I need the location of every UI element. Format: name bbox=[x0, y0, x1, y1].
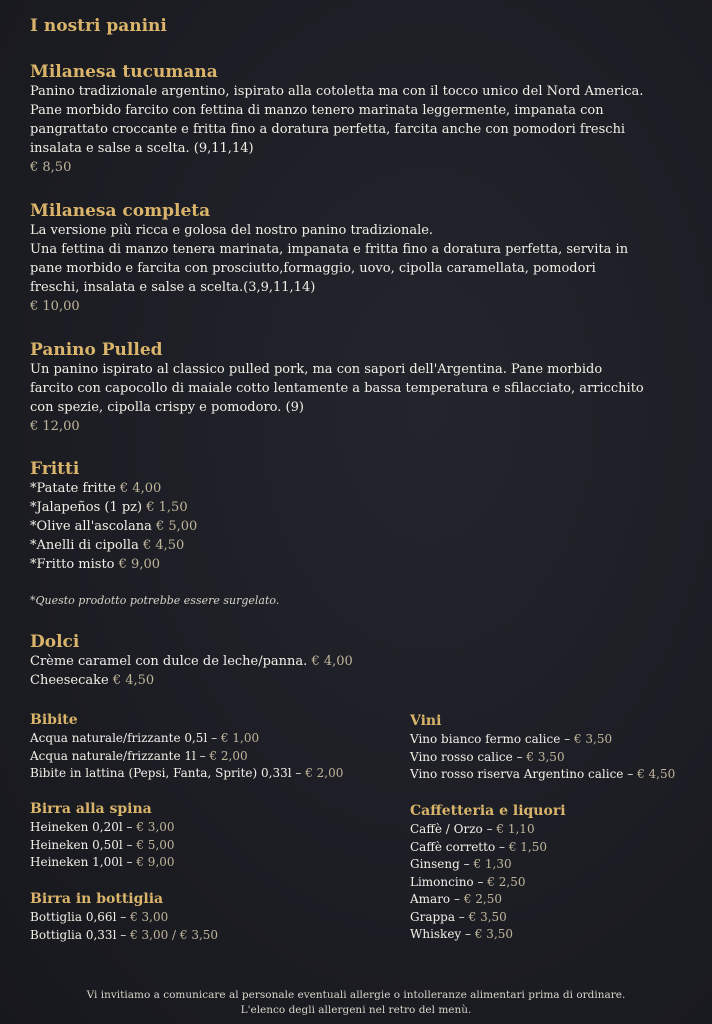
item-name: Ginseng – bbox=[410, 857, 470, 871]
dolci-section bbox=[30, 632, 695, 690]
list-item bbox=[30, 748, 343, 766]
item-name: Crème caramel con dulce de leche/panna. bbox=[30, 654, 308, 669]
item-price: € 3,00 bbox=[130, 910, 169, 924]
item-price: € 4,50 bbox=[142, 538, 185, 553]
item-price: € 3,00 bbox=[136, 820, 175, 834]
item-description-line: freschi, insalata e salse a scelta.(3,9,11,14) bbox=[30, 280, 316, 295]
list-item bbox=[410, 909, 566, 927]
list-item bbox=[30, 819, 175, 837]
item-name: Limoncino – bbox=[410, 874, 484, 889]
item-name: Vino rosso calice – bbox=[410, 749, 523, 764]
item-name: Vino rosso riserva Argentino calice – bbox=[410, 767, 634, 781]
list-item bbox=[30, 927, 218, 945]
footer-line: L'elenco degli allergeni nel retro del menù. bbox=[240, 1004, 472, 1016]
item-name: Caffè / Orzo – bbox=[410, 822, 493, 836]
item-price: € 4,50 bbox=[112, 673, 155, 688]
item-description-line: pangrattato croccante e fritta fino a doratura perfetta, farcita anche con pomodori freschi bbox=[30, 122, 626, 137]
list-item bbox=[30, 555, 695, 574]
item-price: € 1,50 bbox=[146, 500, 188, 515]
item-description-line: farcito con capocollo di maiale cotto lentamente a bassa temperatura e sfilacciato, arricchito bbox=[30, 381, 644, 396]
section-title: Vini bbox=[410, 713, 442, 729]
birra-spina-section bbox=[30, 799, 175, 872]
item-name: *Anelli di cipolla bbox=[30, 538, 139, 553]
menu-item-milanesa-completa bbox=[30, 201, 695, 316]
list-item bbox=[30, 671, 695, 690]
item-name: Whiskey – bbox=[410, 927, 472, 941]
section-title: Caffetteria e liquori bbox=[410, 803, 566, 819]
list-item bbox=[30, 837, 175, 855]
item-price: € 1,50 bbox=[508, 839, 547, 854]
list-item bbox=[30, 536, 695, 555]
item-price: € 3,50 bbox=[474, 927, 514, 941]
item-name: Cheesecake bbox=[30, 673, 109, 688]
list-item bbox=[30, 765, 343, 783]
item-name: Acqua naturale/frizzante 1l – bbox=[30, 748, 206, 763]
frozen-note: *Questo prodotto potrebbe essere surgelato. bbox=[30, 594, 280, 607]
item-description-line: Una fettina di manzo tenera marinata, impanata e fritta fino a doratura perfetta, servita in bbox=[30, 242, 629, 257]
item-name: Heineken 0,20l – bbox=[30, 820, 133, 834]
list-item bbox=[410, 766, 675, 784]
list-item bbox=[410, 749, 675, 767]
item-name: *Jalapeños (1 pz) bbox=[30, 500, 143, 515]
item-price: € 8,50 bbox=[30, 160, 72, 175]
footer-line: Vi invitiamo a comunicare al personale eventuali allergie o intolleranze alimentari prima di ordinare. bbox=[86, 989, 626, 1001]
list-item bbox=[410, 731, 675, 749]
list-item bbox=[30, 479, 695, 498]
item-name: Heineken 0,50l – bbox=[30, 837, 133, 852]
item-price: € 1,10 bbox=[496, 822, 535, 836]
item-price: € 4,00 bbox=[311, 654, 353, 669]
item-description-line: pane morbido e farcita con prosciutto,formaggio, uovo, cipolla caramellata, pomodori bbox=[30, 261, 596, 276]
section-title: Dolci bbox=[30, 632, 80, 652]
item-name: Milanesa tucumana bbox=[30, 62, 218, 82]
item-price: € 9,00 bbox=[136, 855, 175, 869]
item-price: € 3,00 / € 3,50 bbox=[130, 927, 219, 942]
section-title: Bibite bbox=[30, 712, 78, 728]
item-name: Caffè corretto – bbox=[410, 839, 505, 854]
item-price: € 5,00 bbox=[155, 519, 198, 534]
item-name: Vino bianco fermo calice – bbox=[410, 732, 571, 746]
item-description-line: insalata e salse a scelta. (9,11,14) bbox=[30, 141, 254, 156]
list-item bbox=[410, 839, 566, 857]
item-price: € 5,00 bbox=[136, 837, 175, 852]
vini-section bbox=[410, 711, 675, 784]
item-name: Acqua naturale/frizzante 0,5l – bbox=[30, 731, 218, 745]
menu-item-panino-pulled bbox=[30, 340, 695, 436]
list-item bbox=[30, 498, 695, 517]
list-item bbox=[30, 517, 695, 536]
item-price: € 4,00 bbox=[119, 481, 162, 496]
item-name: Heineken 1,00l – bbox=[30, 855, 133, 869]
bibite-section bbox=[30, 710, 343, 783]
item-description-line: Un panino ispirato al classico pulled pork, ma con sapori dell'Argentina. Pane morbido bbox=[30, 362, 603, 377]
item-name: Milanesa completa bbox=[30, 201, 211, 221]
item-price: € 1,00 bbox=[220, 731, 260, 745]
list-item bbox=[410, 891, 566, 909]
list-item bbox=[410, 874, 566, 892]
section-title: Fritti bbox=[30, 459, 80, 479]
list-item bbox=[30, 854, 175, 872]
page-title: I nostri panini bbox=[30, 16, 167, 36]
caffetteria-section bbox=[410, 801, 566, 944]
list-item bbox=[410, 821, 566, 839]
item-price: € 3,50 bbox=[468, 909, 507, 924]
list-item bbox=[410, 856, 566, 874]
item-price: € 2,50 bbox=[463, 892, 502, 906]
section-title: Birra in bottiglia bbox=[30, 891, 164, 907]
item-name: *Olive all'ascolana bbox=[30, 519, 152, 534]
list-item bbox=[410, 926, 566, 944]
item-description-line: La versione più ricca e golosa del nostro panino tradizionale. bbox=[30, 223, 434, 238]
item-price: € 1,30 bbox=[473, 857, 512, 871]
item-name: Panino Pulled bbox=[30, 340, 163, 360]
item-price: € 4,50 bbox=[637, 767, 676, 781]
item-price: € 9,00 bbox=[118, 557, 161, 572]
item-price: € 3,50 bbox=[573, 732, 613, 746]
menu-item-milanesa-tucumana bbox=[30, 62, 695, 177]
list-item bbox=[30, 652, 695, 671]
item-price: € 2,00 bbox=[209, 748, 248, 763]
item-name: Amaro – bbox=[410, 892, 460, 906]
item-name: *Fritto misto bbox=[30, 557, 115, 572]
fritti-section bbox=[30, 459, 695, 574]
item-name: Bottiglia 0,33l – bbox=[30, 927, 127, 942]
item-name: *Patate fritte bbox=[30, 481, 116, 496]
list-item bbox=[30, 730, 343, 748]
item-description-line: Panino tradizionale argentino, ispirato alla cotoletta ma con il tocco unico del Nord America. bbox=[30, 84, 644, 99]
item-price: € 10,00 bbox=[30, 299, 80, 314]
item-description-line: con spezie, cipolla crispy e pomodoro. (9) bbox=[30, 400, 304, 415]
item-price: € 2,00 bbox=[305, 766, 344, 780]
section-title: Birra alla spina bbox=[30, 801, 152, 817]
item-description-line: Pane morbido farcito con fettina di manzo tenero marinata leggermente, impanata con bbox=[30, 103, 604, 118]
birra-bottiglia-section bbox=[30, 889, 218, 944]
item-price: € 12,00 bbox=[30, 419, 80, 434]
list-item bbox=[30, 909, 218, 927]
item-price: € 2,50 bbox=[487, 874, 526, 889]
item-name: Bibite in lattina (Pepsi, Fanta, Sprite) 0,33l – bbox=[30, 766, 302, 780]
item-name: Bottiglia 0,66l – bbox=[30, 910, 127, 924]
item-name: Grappa – bbox=[410, 909, 465, 924]
item-price: € 3,50 bbox=[526, 749, 565, 764]
allergy-footer bbox=[0, 988, 712, 1018]
